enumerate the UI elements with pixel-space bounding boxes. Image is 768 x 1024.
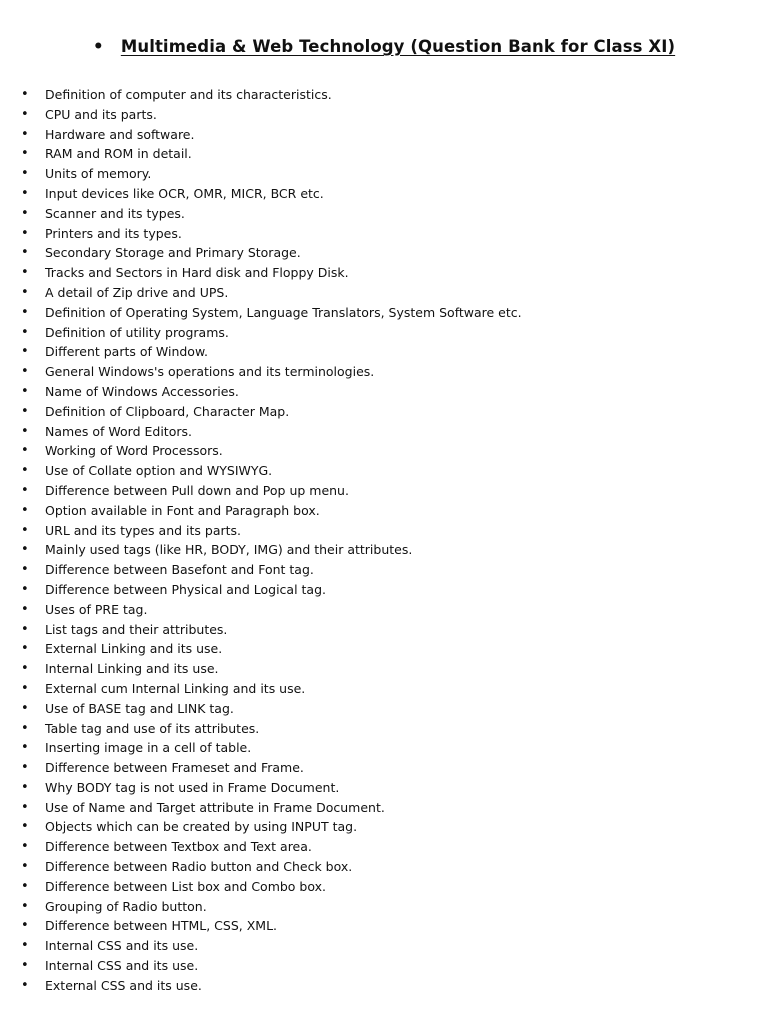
list-item: • Internal Linking and its use.	[0, 659, 740, 679]
list-item: • Internal CSS and its use.	[0, 956, 740, 976]
list-item: • Name of Windows Accessories.	[0, 382, 740, 402]
list-item: • A detail of Zip drive and UPS.	[0, 283, 740, 303]
list-item: • Option available in Font and Paragraph box.	[0, 501, 740, 521]
list-item: • Mainly used tags (like HR, BODY, IMG) and their attributes.	[0, 540, 740, 560]
list-item: • Difference between Radio button and Check box.	[0, 857, 740, 877]
list-item: • Difference between Frameset and Frame.	[0, 758, 740, 778]
list-item: • Difference between Basefont and Font tag.	[0, 560, 740, 580]
list-item: • RAM and ROM in detail.	[0, 144, 740, 164]
list-item: • Input devices like OCR, OMR, MICR, BCR etc.	[0, 184, 740, 204]
list-item: • Difference between Physical and Logical tag.	[0, 580, 740, 600]
list-item: • Use of Collate option and WYSIWYG.	[0, 461, 740, 481]
list-item: • Different parts of Window.	[0, 342, 740, 362]
list-item: • Use of Name and Target attribute in Frame Document.	[0, 798, 740, 818]
list-item: • Definition of Clipboard, Character Map.	[0, 402, 740, 422]
list-item: • URL and its types and its parts.	[0, 521, 740, 541]
list-item: • Difference between Textbox and Text area.	[0, 837, 740, 857]
title-heading	[0, 36, 768, 62]
list-item: • Definition of utility programs.	[0, 323, 740, 343]
list-item: • CPU and its parts.	[0, 105, 740, 125]
list-item: • Uses of PRE tag.	[0, 600, 740, 620]
list-item: • External cum Internal Linking and its use.	[0, 679, 740, 699]
page-title: Multimedia & Web Technology (Question Bank for Class XI)	[120, 37, 676, 56]
list-item: • List tags and their attributes.	[0, 620, 740, 640]
list-item: • External CSS and its use.	[0, 976, 740, 996]
list-item: • Use of BASE tag and LINK tag.	[0, 699, 740, 719]
list-item: • Internal CSS and its use.	[0, 936, 740, 956]
list-item: • Why BODY tag is not used in Frame Document.	[0, 778, 740, 798]
list-item: • Definition of computer and its characteristics.	[0, 85, 740, 105]
list-item: • Secondary Storage and Primary Storage.	[0, 243, 740, 263]
topic-list	[0, 85, 740, 996]
list-item: • General Windows's operations and its terminologies.	[0, 362, 740, 382]
list-item: • Objects which can be created by using INPUT tag.	[0, 817, 740, 837]
list-item: • Table tag and use of its attributes.	[0, 719, 740, 739]
list-item: • Definition of Operating System, Language Translators, System Software etc.	[0, 303, 740, 323]
list-item: • Difference between Pull down and Pop up menu.	[0, 481, 740, 501]
list-item: • Units of memory.	[0, 164, 740, 184]
list-item: • Working of Word Processors.	[0, 441, 740, 461]
list-item: • Printers and its types.	[0, 224, 740, 244]
list-item: • Tracks and Sectors in Hard disk and Floppy Disk.	[0, 263, 740, 283]
list-item: • External Linking and its use.	[0, 639, 740, 659]
list-item: • Names of Word Editors.	[0, 422, 740, 442]
list-item: • Inserting image in a cell of table.	[0, 738, 740, 758]
list-item: • Difference between HTML, CSS, XML.	[0, 916, 740, 936]
list-item: • Hardware and software.	[0, 125, 740, 145]
list-item: • Difference between List box and Combo box.	[0, 877, 740, 897]
list-item: • Grouping of Radio button.	[0, 897, 740, 917]
list-item: • Scanner and its types.	[0, 204, 740, 224]
title-bullet-icon: •	[92, 36, 104, 57]
